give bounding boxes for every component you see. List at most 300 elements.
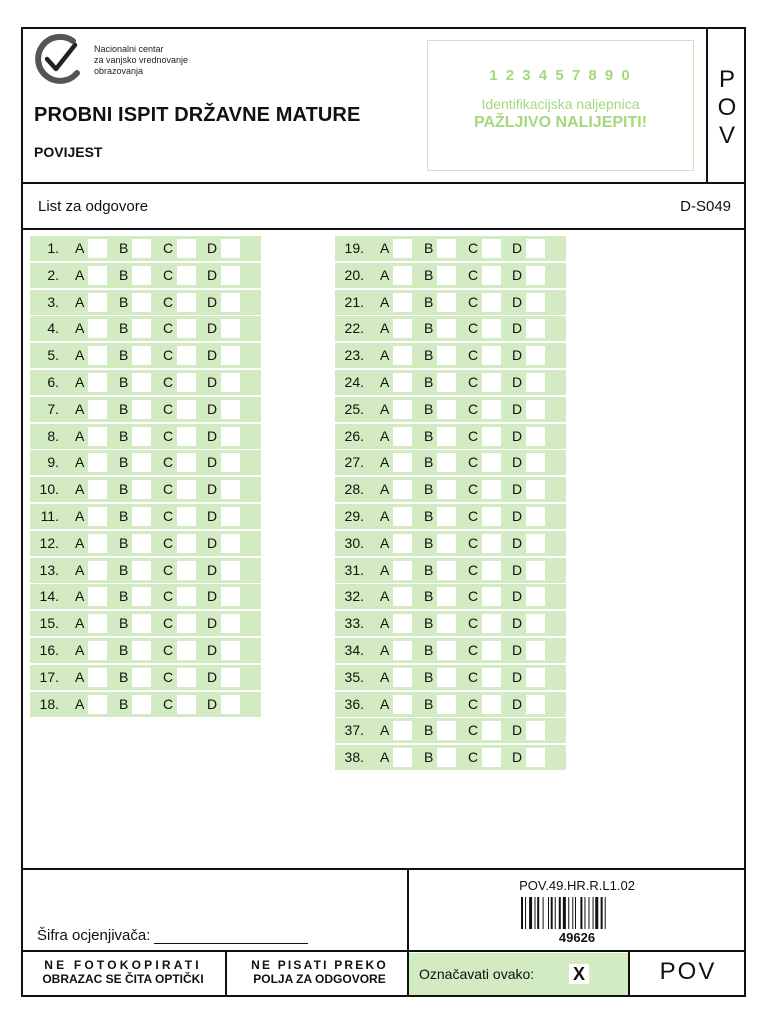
answer-box[interactable] — [88, 668, 107, 687]
vertical-code-letter: P — [718, 66, 735, 93]
option-letter: B — [119, 320, 129, 337]
option-letter: D — [512, 668, 523, 685]
answer-box[interactable] — [221, 239, 240, 258]
question-number: 1. — [47, 240, 59, 256]
answer-box[interactable] — [88, 453, 107, 472]
answer-box[interactable] — [393, 239, 412, 258]
answer-box[interactable] — [437, 587, 456, 606]
option-letter: C — [163, 293, 174, 310]
answer-box[interactable] — [88, 427, 107, 446]
option-letter: C — [468, 240, 479, 256]
answer-box[interactable] — [526, 239, 545, 258]
answer-box[interactable] — [526, 480, 545, 499]
question-number: 11. — [40, 508, 59, 524]
answer-box[interactable] — [393, 480, 412, 499]
answer-box[interactable] — [221, 534, 240, 553]
answer-box[interactable] — [177, 695, 196, 714]
option-letter: D — [512, 427, 523, 444]
answer-box[interactable] — [88, 561, 107, 580]
option-letter: C — [468, 266, 479, 283]
answer-box[interactable] — [393, 453, 412, 472]
option-letter: B — [119, 561, 129, 578]
answer-row — [30, 424, 261, 449]
answer-box[interactable] — [132, 695, 151, 714]
barcode-number: 49626 — [558, 930, 596, 945]
option-letter: C — [468, 481, 479, 498]
answer-row — [335, 290, 566, 315]
answer-box[interactable] — [437, 561, 456, 580]
option-letter: C — [468, 347, 479, 364]
answer-box[interactable] — [132, 266, 151, 285]
answer-box[interactable] — [437, 346, 456, 365]
option-letter: B — [119, 427, 129, 444]
option-letter: B — [119, 615, 129, 632]
option-letter: B — [424, 668, 434, 685]
answer-box[interactable] — [482, 346, 501, 365]
option-letter: B — [424, 454, 434, 471]
option-letter: A — [380, 588, 390, 605]
answer-box[interactable] — [393, 319, 412, 338]
question-number: 3. — [47, 293, 59, 310]
answer-box[interactable] — [526, 695, 545, 714]
answer-box[interactable] — [526, 641, 545, 660]
answer-row — [335, 665, 566, 690]
option-letter: C — [468, 749, 479, 766]
answer-box[interactable] — [482, 695, 501, 714]
answer-box[interactable] — [437, 534, 456, 553]
answer-box[interactable] — [482, 400, 501, 419]
option-letter: C — [468, 508, 479, 524]
answer-box[interactable] — [88, 293, 107, 312]
answer-box[interactable] — [437, 239, 456, 258]
option-letter: D — [512, 240, 523, 256]
answer-box[interactable] — [393, 668, 412, 687]
answer-box[interactable] — [393, 561, 412, 580]
option-letter: A — [380, 347, 390, 364]
org-line: za vanjsko vrednovanje — [94, 55, 189, 65]
option-letter: A — [75, 240, 85, 256]
option-letter: B — [119, 668, 129, 685]
answer-box[interactable] — [437, 319, 456, 338]
option-letter: B — [119, 534, 129, 551]
option-letter: B — [119, 588, 129, 605]
option-letter: D — [207, 374, 218, 390]
paper-code: POV.49.HR.R.L1.02 — [519, 878, 635, 893]
answer-box[interactable] — [132, 373, 151, 392]
answer-row — [335, 424, 566, 449]
answer-box[interactable] — [393, 346, 412, 365]
option-letter: A — [380, 240, 390, 256]
form-code: D-S049 — [680, 198, 731, 215]
option-letter: A — [380, 615, 390, 632]
answer-box[interactable] — [437, 373, 456, 392]
barcode-bar — [568, 897, 569, 929]
answer-box[interactable] — [482, 373, 501, 392]
option-letter: D — [512, 534, 523, 551]
option-letter: C — [163, 454, 174, 471]
answer-box[interactable] — [526, 748, 545, 767]
answer-box[interactable] — [482, 507, 501, 526]
answer-box[interactable] — [526, 400, 545, 419]
option-letter: B — [424, 642, 434, 658]
answer-box[interactable] — [393, 427, 412, 446]
answer-box[interactable] — [221, 507, 240, 526]
answer-box[interactable] — [88, 614, 107, 633]
vertical-subject-code — [708, 30, 746, 180]
answer-row — [335, 638, 566, 663]
answer-box[interactable] — [526, 319, 545, 338]
answer-box[interactable] — [437, 507, 456, 526]
option-letter: B — [424, 347, 434, 364]
question-number: 14. — [39, 588, 59, 605]
option-letter: D — [207, 508, 218, 524]
answer-box[interactable] — [393, 641, 412, 660]
option-letter: B — [424, 749, 434, 766]
option-letter: A — [380, 722, 390, 739]
answer-box[interactable] — [132, 293, 151, 312]
answer-box[interactable] — [177, 239, 196, 258]
id-sticker-area[interactable] — [427, 40, 694, 171]
barcode-bar — [593, 897, 594, 929]
answer-box[interactable] — [177, 587, 196, 606]
answer-box[interactable] — [132, 561, 151, 580]
answer-box[interactable] — [177, 346, 196, 365]
answer-box[interactable] — [221, 695, 240, 714]
answer-row — [335, 236, 566, 261]
answer-box[interactable] — [221, 373, 240, 392]
answer-box[interactable] — [482, 534, 501, 553]
answer-box[interactable] — [132, 534, 151, 553]
answer-box[interactable] — [221, 561, 240, 580]
answer-row — [335, 450, 566, 475]
answer-box[interactable] — [177, 293, 196, 312]
answer-box[interactable] — [482, 587, 501, 606]
answer-row — [30, 370, 261, 395]
option-letter: A — [75, 400, 85, 417]
answer-box[interactable] — [177, 453, 196, 472]
barcode-bar — [595, 897, 598, 929]
footer-bottom-divider — [21, 950, 746, 952]
question-number: 5. — [47, 347, 59, 364]
question-number: 16. — [39, 642, 59, 658]
option-letter: C — [468, 454, 479, 471]
option-letter: B — [424, 588, 434, 605]
question-number: 24. — [344, 374, 364, 390]
question-number: 8. — [47, 427, 59, 444]
answer-box[interactable] — [88, 346, 107, 365]
option-letter: C — [468, 695, 479, 712]
option-letter: A — [75, 642, 85, 658]
answer-box[interactable] — [393, 293, 412, 312]
answer-box[interactable] — [526, 293, 545, 312]
answer-box[interactable] — [393, 695, 412, 714]
answer-box[interactable] — [526, 346, 545, 365]
option-letter: D — [207, 668, 218, 685]
option-letter: A — [75, 320, 85, 337]
notice-line: POLJA ZA ODGOVORE — [253, 972, 386, 986]
header-divider — [21, 182, 746, 184]
answer-box[interactable] — [482, 668, 501, 687]
option-letter: A — [75, 454, 85, 471]
option-letter: C — [468, 642, 479, 658]
question-number: 20. — [344, 266, 364, 283]
answer-box[interactable] — [132, 507, 151, 526]
barcode-bar — [521, 897, 523, 929]
answer-box[interactable] — [132, 480, 151, 499]
option-letter: C — [163, 534, 174, 551]
answer-box[interactable] — [132, 587, 151, 606]
answer-box[interactable] — [177, 427, 196, 446]
answer-box[interactable] — [88, 400, 107, 419]
answer-box[interactable] — [526, 453, 545, 472]
answer-box[interactable] — [221, 293, 240, 312]
option-letter: A — [380, 427, 390, 444]
question-number: 29. — [344, 508, 364, 524]
answer-box[interactable] — [437, 427, 456, 446]
answer-row — [335, 397, 566, 422]
answer-box[interactable] — [526, 507, 545, 526]
answer-box[interactable] — [132, 668, 151, 687]
answer-box[interactable] — [393, 373, 412, 392]
answer-box[interactable] — [88, 266, 107, 285]
answer-box[interactable] — [88, 587, 107, 606]
answer-box[interactable] — [132, 641, 151, 660]
barcode-bar — [543, 897, 544, 929]
option-letter: A — [380, 534, 390, 551]
answer-box[interactable] — [177, 400, 196, 419]
answer-box[interactable] — [393, 266, 412, 285]
answer-box[interactable] — [482, 453, 501, 472]
answer-box[interactable] — [177, 561, 196, 580]
answer-box[interactable] — [526, 534, 545, 553]
answer-box[interactable] — [482, 480, 501, 499]
answer-box[interactable] — [221, 427, 240, 446]
answer-box[interactable] — [437, 400, 456, 419]
answer-box[interactable] — [482, 748, 501, 767]
answer-box[interactable] — [177, 373, 196, 392]
option-letter: A — [380, 508, 390, 524]
answer-box[interactable] — [221, 614, 240, 633]
answer-box[interactable] — [393, 534, 412, 553]
question-number: 23. — [344, 347, 364, 364]
answer-box[interactable] — [393, 587, 412, 606]
answer-box[interactable] — [132, 427, 151, 446]
answer-box[interactable] — [393, 400, 412, 419]
answer-box[interactable] — [177, 319, 196, 338]
question-number: 13. — [39, 561, 59, 578]
answer-box[interactable] — [132, 453, 151, 472]
answer-box[interactable] — [393, 507, 412, 526]
answer-box[interactable] — [526, 427, 545, 446]
answer-box[interactable] — [437, 668, 456, 687]
answer-box[interactable] — [177, 266, 196, 285]
marking-example-label: Označavati ovako: — [419, 966, 535, 982]
answer-box[interactable] — [221, 400, 240, 419]
option-letter: A — [380, 668, 390, 685]
grader-code-field[interactable] — [37, 927, 308, 944]
option-letter: D — [512, 722, 523, 739]
sticker-warning: PAŽLJIVO NALIJEPITI! — [473, 114, 648, 131]
option-letter: B — [119, 266, 129, 283]
answer-box[interactable] — [221, 319, 240, 338]
option-letter: A — [380, 642, 390, 658]
option-letter: D — [512, 749, 523, 766]
answer-box[interactable] — [526, 721, 545, 740]
option-letter: C — [468, 615, 479, 632]
question-number: 34. — [344, 642, 364, 658]
answer-box[interactable] — [132, 400, 151, 419]
answer-box[interactable] — [177, 641, 196, 660]
answer-box[interactable] — [221, 587, 240, 606]
barcode-bar — [575, 897, 576, 929]
answer-box[interactable] — [437, 641, 456, 660]
option-letter: A — [380, 293, 390, 310]
answer-box[interactable] — [88, 641, 107, 660]
answer-row — [30, 450, 261, 475]
option-letter: B — [119, 400, 129, 417]
no-copy-notice — [23, 958, 223, 986]
answer-box[interactable] — [88, 695, 107, 714]
answer-box[interactable] — [88, 480, 107, 499]
answer-box[interactable] — [88, 319, 107, 338]
answer-box[interactable] — [132, 239, 151, 258]
option-letter: D — [207, 481, 218, 498]
answer-row — [335, 611, 566, 636]
answer-box[interactable] — [221, 668, 240, 687]
question-number: 36. — [344, 695, 364, 712]
answer-box[interactable] — [437, 453, 456, 472]
option-letter: A — [75, 347, 85, 364]
answer-box[interactable] — [177, 668, 196, 687]
option-letter: D — [512, 400, 523, 417]
option-letter: D — [207, 266, 218, 283]
option-letter: C — [468, 561, 479, 578]
answer-box[interactable] — [482, 427, 501, 446]
option-letter: D — [207, 320, 218, 337]
answer-box[interactable] — [437, 748, 456, 767]
answer-box[interactable] — [221, 266, 240, 285]
answer-box[interactable] — [393, 614, 412, 633]
answer-box[interactable] — [437, 293, 456, 312]
answer-row — [30, 397, 261, 422]
answer-row — [30, 584, 261, 609]
option-letter: D — [512, 695, 523, 712]
answer-box[interactable] — [437, 266, 456, 285]
answer-box[interactable] — [437, 614, 456, 633]
answer-row — [30, 290, 261, 315]
answer-box[interactable] — [437, 695, 456, 714]
grader-code-line[interactable] — [154, 929, 308, 944]
answer-box[interactable] — [526, 668, 545, 687]
question-number: 7. — [47, 400, 59, 417]
answer-box[interactable] — [132, 614, 151, 633]
answer-box[interactable] — [88, 373, 107, 392]
question-number: 27. — [344, 454, 364, 471]
option-letter: C — [163, 374, 174, 390]
answer-box[interactable] — [221, 453, 240, 472]
option-letter: C — [163, 668, 174, 685]
option-letter: B — [424, 374, 434, 390]
answer-box[interactable] — [437, 480, 456, 499]
answer-box[interactable] — [482, 641, 501, 660]
answer-box[interactable] — [482, 561, 501, 580]
option-letter: A — [75, 615, 85, 632]
answer-box[interactable] — [482, 293, 501, 312]
answer-box[interactable] — [177, 614, 196, 633]
answer-box[interactable] — [482, 721, 501, 740]
answer-box[interactable] — [221, 480, 240, 499]
answer-row — [335, 343, 566, 368]
option-letter: A — [380, 454, 390, 471]
option-letter: A — [380, 400, 390, 417]
option-letter: D — [512, 320, 523, 337]
exam-title: PROBNI ISPIT DRŽAVNE MATURE — [34, 104, 361, 126]
answer-box[interactable] — [221, 641, 240, 660]
answer-box[interactable] — [177, 507, 196, 526]
answer-box[interactable] — [393, 748, 412, 767]
option-letter: B — [424, 266, 434, 283]
answer-box[interactable] — [437, 721, 456, 740]
barcode-bar — [548, 897, 549, 929]
option-letter: C — [163, 320, 174, 337]
option-letter: A — [380, 695, 390, 712]
question-number: 19. — [344, 240, 364, 256]
question-number: 9. — [47, 454, 59, 471]
option-letter: D — [207, 588, 218, 605]
answer-box[interactable] — [482, 614, 501, 633]
answer-row — [30, 477, 261, 502]
question-number: 32. — [344, 588, 364, 605]
option-letter: C — [468, 427, 479, 444]
answer-box[interactable] — [88, 507, 107, 526]
org-line: Nacionalni centar — [94, 44, 164, 54]
option-letter: D — [207, 293, 218, 310]
option-letter: D — [207, 454, 218, 471]
answer-box[interactable] — [526, 587, 545, 606]
answer-box[interactable] — [88, 239, 107, 258]
option-letter: D — [207, 427, 218, 444]
answer-box[interactable] — [177, 534, 196, 553]
answer-box[interactable] — [88, 534, 107, 553]
answer-box[interactable] — [393, 721, 412, 740]
answer-box[interactable] — [177, 480, 196, 499]
answer-box[interactable] — [526, 266, 545, 285]
question-number: 28. — [344, 481, 364, 498]
answer-box[interactable] — [526, 561, 545, 580]
answer-box[interactable] — [482, 239, 501, 258]
option-letter: C — [163, 347, 174, 364]
answer-box[interactable] — [526, 614, 545, 633]
answer-box[interactable] — [526, 373, 545, 392]
option-letter: D — [207, 615, 218, 632]
option-letter: B — [119, 695, 129, 712]
question-number: 37. — [344, 722, 364, 739]
option-letter: A — [75, 374, 85, 390]
option-letter: A — [380, 481, 390, 498]
answer-box[interactable] — [482, 319, 501, 338]
answer-box[interactable] — [132, 346, 151, 365]
option-letter: A — [75, 293, 85, 310]
option-letter: B — [119, 347, 129, 364]
option-letter: D — [512, 508, 523, 524]
marking-example-x: X — [569, 964, 589, 984]
question-number: 35. — [344, 668, 364, 685]
option-letter: C — [163, 240, 174, 256]
answer-box[interactable] — [482, 266, 501, 285]
barcode-bar — [572, 897, 573, 929]
answer-box[interactable] — [132, 319, 151, 338]
answer-box[interactable] — [221, 346, 240, 365]
